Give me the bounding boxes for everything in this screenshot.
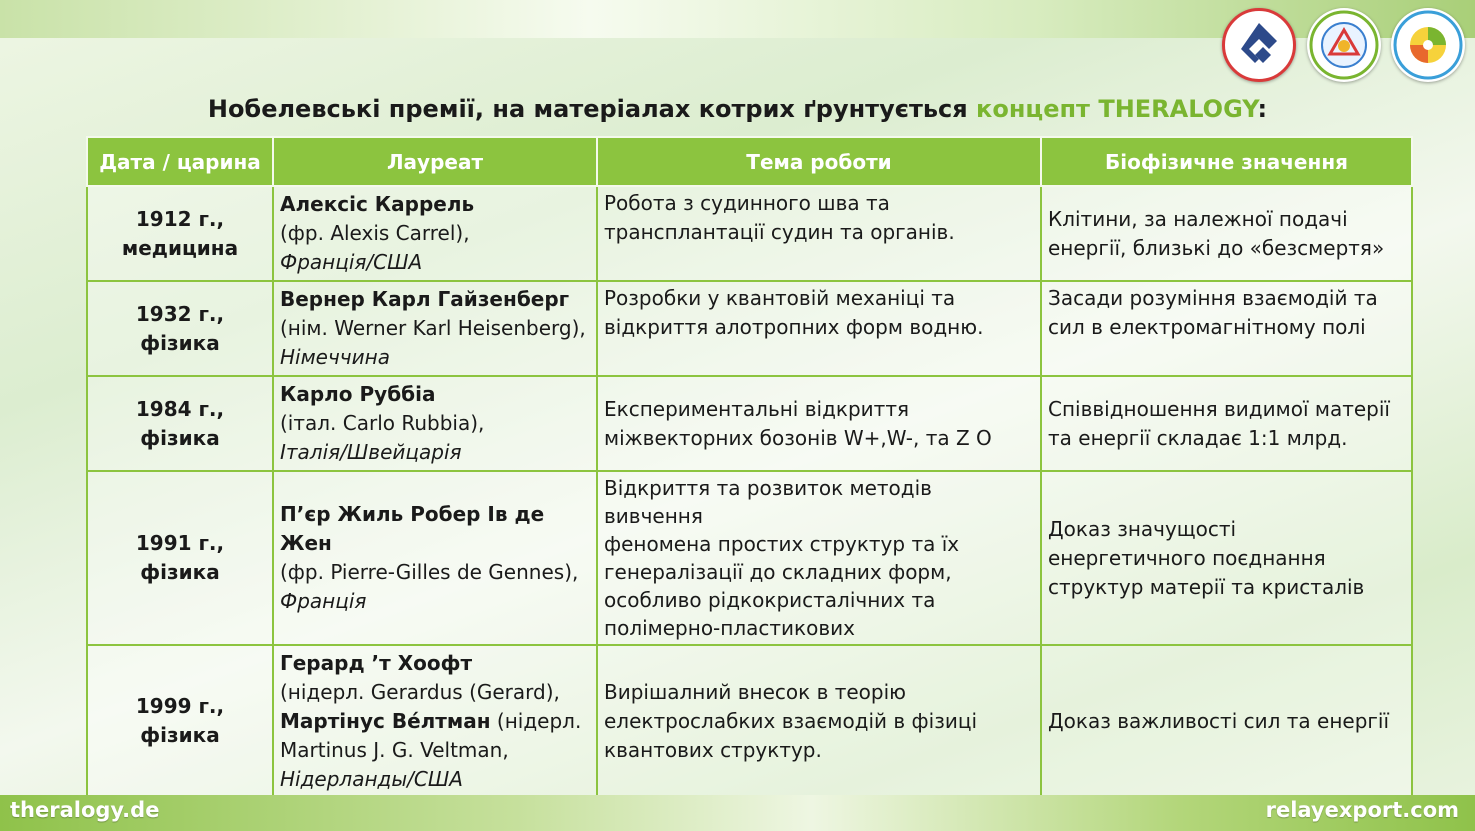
topic-line: Експериментальні відкриття <box>604 396 909 421</box>
topic-line: Вирішалний внесок в теорію <box>604 679 907 704</box>
bio-line: структур матерії та кристалів <box>1048 574 1365 599</box>
topic-line: особливо рідкокристалічних та <box>604 588 936 612</box>
header-date-field: Дата / царина <box>87 137 273 186</box>
year: 1932 г., <box>135 301 225 326</box>
laureate-name: Карло Руббіа <box>280 382 436 406</box>
field: фізика <box>140 560 220 584</box>
year: 1999 г., <box>135 694 225 718</box>
topic-line: Відкриття та розвиток методів вивчення <box>604 476 932 528</box>
theralogy-concept-logo-icon <box>1307 8 1381 82</box>
bio-line: Клітини, за належної подачі <box>1048 206 1348 231</box>
header-laureate: Лауреат <box>273 137 597 186</box>
date-cell <box>87 471 273 645</box>
field: медицина <box>121 235 239 260</box>
header-biophysical-meaning: Біофізичне значення <box>1041 137 1412 186</box>
bio-line: Доказ важливості сил та енергії <box>1048 708 1390 733</box>
topic-line: Розробки у квантовій механіці та <box>604 286 956 310</box>
date-cell <box>87 645 273 797</box>
laureate-original-name: (фр. Alexis Carrel), <box>280 221 470 245</box>
topic-line: феномена простих структур та їх <box>604 532 960 556</box>
bio-line: енергетичного поєднання <box>1048 545 1326 570</box>
topic-line: квантових структур. <box>604 737 822 762</box>
title-main: Нобелевські премії, на матеріалах котрих ґрунтується <box>207 95 977 123</box>
laureate-name: Алексіс Каррель <box>280 192 475 216</box>
laureate-cell <box>273 376 597 471</box>
bio-cell <box>1041 186 1412 281</box>
table-row <box>87 376 1412 471</box>
date-cell <box>87 281 273 376</box>
laureate-original-name: (італ. Carlo Rubbia), <box>280 411 485 435</box>
bottom-banner <box>0 795 1475 831</box>
laureate-cell <box>273 186 597 281</box>
topic-line: генералізації до складних форм, <box>604 560 952 584</box>
year: 1991 г., <box>135 531 225 555</box>
laureate-country: Італія/Швейцарія <box>280 440 462 464</box>
topic-line: трансплантації судин та органів. <box>604 220 955 244</box>
laureate-country: Німеччина <box>280 345 390 369</box>
laureate-cell <box>273 645 597 797</box>
footer-site-right[interactable]: relayexport.com <box>1265 798 1459 822</box>
laureate-name: Герард ’т Хоофт <box>280 650 473 675</box>
header-topic: Тема роботи <box>597 137 1041 186</box>
laureate-original-name: (нім. Werner Karl Heisenberg), <box>280 316 586 340</box>
date-cell <box>87 186 273 281</box>
laureate-cell <box>273 281 597 376</box>
relay-logo-icon <box>1222 8 1296 82</box>
topic-line: міжвекторних бозонів W+,W-, та Z O <box>604 425 992 450</box>
topic-line: полімерно-пластикових <box>604 616 855 640</box>
page-title <box>0 95 1475 123</box>
laureate-country: Нідерланды/США <box>280 766 463 791</box>
footer-site-left[interactable]: theralogy.de <box>10 798 160 822</box>
laureate-name-2-suffix: (нідерл. <box>490 708 582 733</box>
topic-line: відкриття алотропних форм водню. <box>604 315 984 339</box>
table-row <box>87 186 1412 281</box>
topic-cell <box>597 281 1041 376</box>
bio-line: Доказ значущості <box>1048 516 1237 541</box>
laureate-original-name-2: Martinus J. G. Veltman, <box>280 737 509 762</box>
laureate-second-line <box>280 707 590 736</box>
year: 1912 г., <box>135 206 225 231</box>
table-header-row <box>87 137 1412 186</box>
field: фізика <box>140 330 220 355</box>
nobel-prizes-table <box>86 136 1413 798</box>
laureate-country: Франція/США <box>280 250 423 274</box>
laureate-original-name: (нідерл. Gerardus (Gerard), <box>280 679 560 704</box>
laureate-original-name: (фр. Pierre-Gilles de Gennes), <box>280 560 579 584</box>
topic-line: Робота з судинного шва та <box>604 191 890 215</box>
laureate-country: Франція <box>280 589 367 613</box>
laureate-name: П’єр Жиль Робер Ів де Жен <box>280 502 545 555</box>
theralogy-system-logo-icon <box>1391 8 1465 82</box>
laureate-name: Вернер Карл Гайзенберг <box>280 287 570 311</box>
field: фізика <box>140 425 220 450</box>
year: 1984 г., <box>135 396 225 421</box>
bio-cell <box>1041 471 1412 645</box>
topic-line: електрослабких взаємодій в фізиці <box>604 708 978 733</box>
bio-cell <box>1041 281 1412 376</box>
bio-line: сил в електромагнітному полі <box>1048 315 1366 339</box>
table-row <box>87 645 1412 797</box>
topic-cell <box>597 471 1041 645</box>
title-end: : <box>1257 95 1268 123</box>
table-row <box>87 281 1412 376</box>
topic-cell <box>597 186 1041 281</box>
laureate-name-2: Мартінус Ве́лтман <box>280 708 491 733</box>
bio-line: Засади розуміння взаємодій та <box>1048 286 1378 310</box>
topic-cell <box>597 645 1041 797</box>
table-row <box>87 471 1412 645</box>
topic-cell <box>597 376 1041 471</box>
date-cell <box>87 376 273 471</box>
title-accent: концепт THERALOGY <box>976 95 1258 123</box>
bio-cell <box>1041 376 1412 471</box>
field: фізика <box>140 723 220 747</box>
bio-line: та енергії складає 1:1 млрд. <box>1048 425 1348 450</box>
laureate-cell <box>273 471 597 645</box>
bio-line: енергії, близькі до «безсмертя» <box>1048 235 1385 260</box>
bio-line: Співвідношення видимої матерії <box>1048 396 1390 421</box>
bio-cell <box>1041 645 1412 797</box>
